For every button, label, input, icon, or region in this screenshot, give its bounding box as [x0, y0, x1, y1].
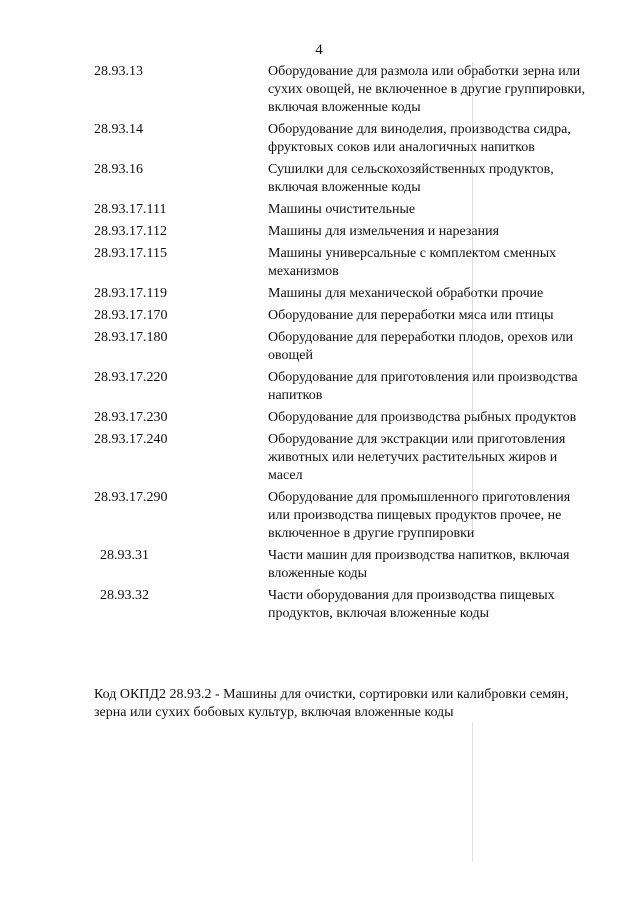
table-row [0, 587, 638, 623]
scan-artifact-line [472, 722, 473, 862]
row-code: 28.93.14 [94, 122, 143, 137]
section-heading: Код ОКПД2 28.93.2 - Машины для очистки, сортировки или калибровки семян, зерна или сухих бобовых культур, включая вложенные коды [94, 687, 569, 720]
row-code: 28.93.17.220 [94, 370, 168, 385]
row-description: Машины универсальные с комплектом сменных механизмов [268, 246, 557, 279]
row-code: 28.93.17.115 [94, 246, 167, 261]
row-code: 28.93.17.230 [94, 410, 168, 425]
table-row [0, 201, 638, 219]
row-code: 28.93.17.240 [94, 432, 168, 447]
table-row [0, 489, 638, 543]
row-description: Оборудование для приготовления или производства напитков [268, 370, 578, 403]
row-code: 28.93.31 [100, 548, 149, 563]
row-code: 28.93.17.112 [94, 224, 167, 239]
row-code: 28.93.17.170 [94, 308, 168, 323]
table-row [0, 285, 638, 303]
row-code: 28.93.17.111 [94, 202, 167, 217]
row-description: Машины очистительные [268, 202, 416, 217]
row-code: 28.93.17.119 [94, 286, 167, 301]
row-description: Оборудование для промышленного приготовления или производства пищевых продуктов прочее, не включенное в другие группировки [268, 490, 571, 541]
row-description: Оборудование для виноделия, производства сидра, фруктовых соков или аналогичных напитков [268, 122, 571, 155]
table-row [0, 121, 638, 157]
table-row [0, 307, 638, 325]
row-description: Сушилки для сельскохозяйственных продуктов, включая вложенные коды [268, 162, 554, 195]
table-row [0, 369, 638, 405]
row-description: Оборудование для размола или обработки зерна или сухих овощей, не включенное в другие группировки, включая вложенные коды [268, 64, 586, 115]
table-row [0, 409, 638, 427]
okpd-code-table [0, 63, 638, 623]
row-code: 28.93.13 [94, 64, 143, 79]
row-description: Оборудование для переработки мяса или птицы [268, 308, 554, 323]
row-description: Оборудование для производства рыбных продуктов [268, 410, 577, 425]
row-description: Оборудование для экстракции или приготовления животных или нелетучих растительных жиров и масел [268, 432, 566, 483]
row-description: Части машин для производства напитков, включая вложенные коды [268, 548, 570, 581]
table-row [0, 161, 638, 197]
table-row [0, 245, 638, 281]
row-code: 28.93.16 [94, 162, 143, 177]
row-description: Части оборудования для производства пищевых продуктов, включая вложенные коды [268, 588, 555, 621]
row-code: 28.93.17.290 [94, 490, 168, 505]
table-row [0, 431, 638, 485]
row-description: Машины для измельчения и нарезания [268, 224, 500, 239]
row-code: 28.93.32 [100, 588, 149, 603]
table-row [0, 329, 638, 365]
table-row [0, 63, 638, 117]
table-row [0, 223, 638, 241]
row-description: Машины для механической обработки прочие [268, 286, 544, 301]
row-code: 28.93.17.180 [94, 330, 168, 345]
page-number: 4 [315, 42, 323, 58]
scan-artifact-line [472, 62, 473, 532]
row-description: Оборудование для переработки плодов, орехов или овощей [268, 330, 574, 363]
table-row [0, 547, 638, 583]
